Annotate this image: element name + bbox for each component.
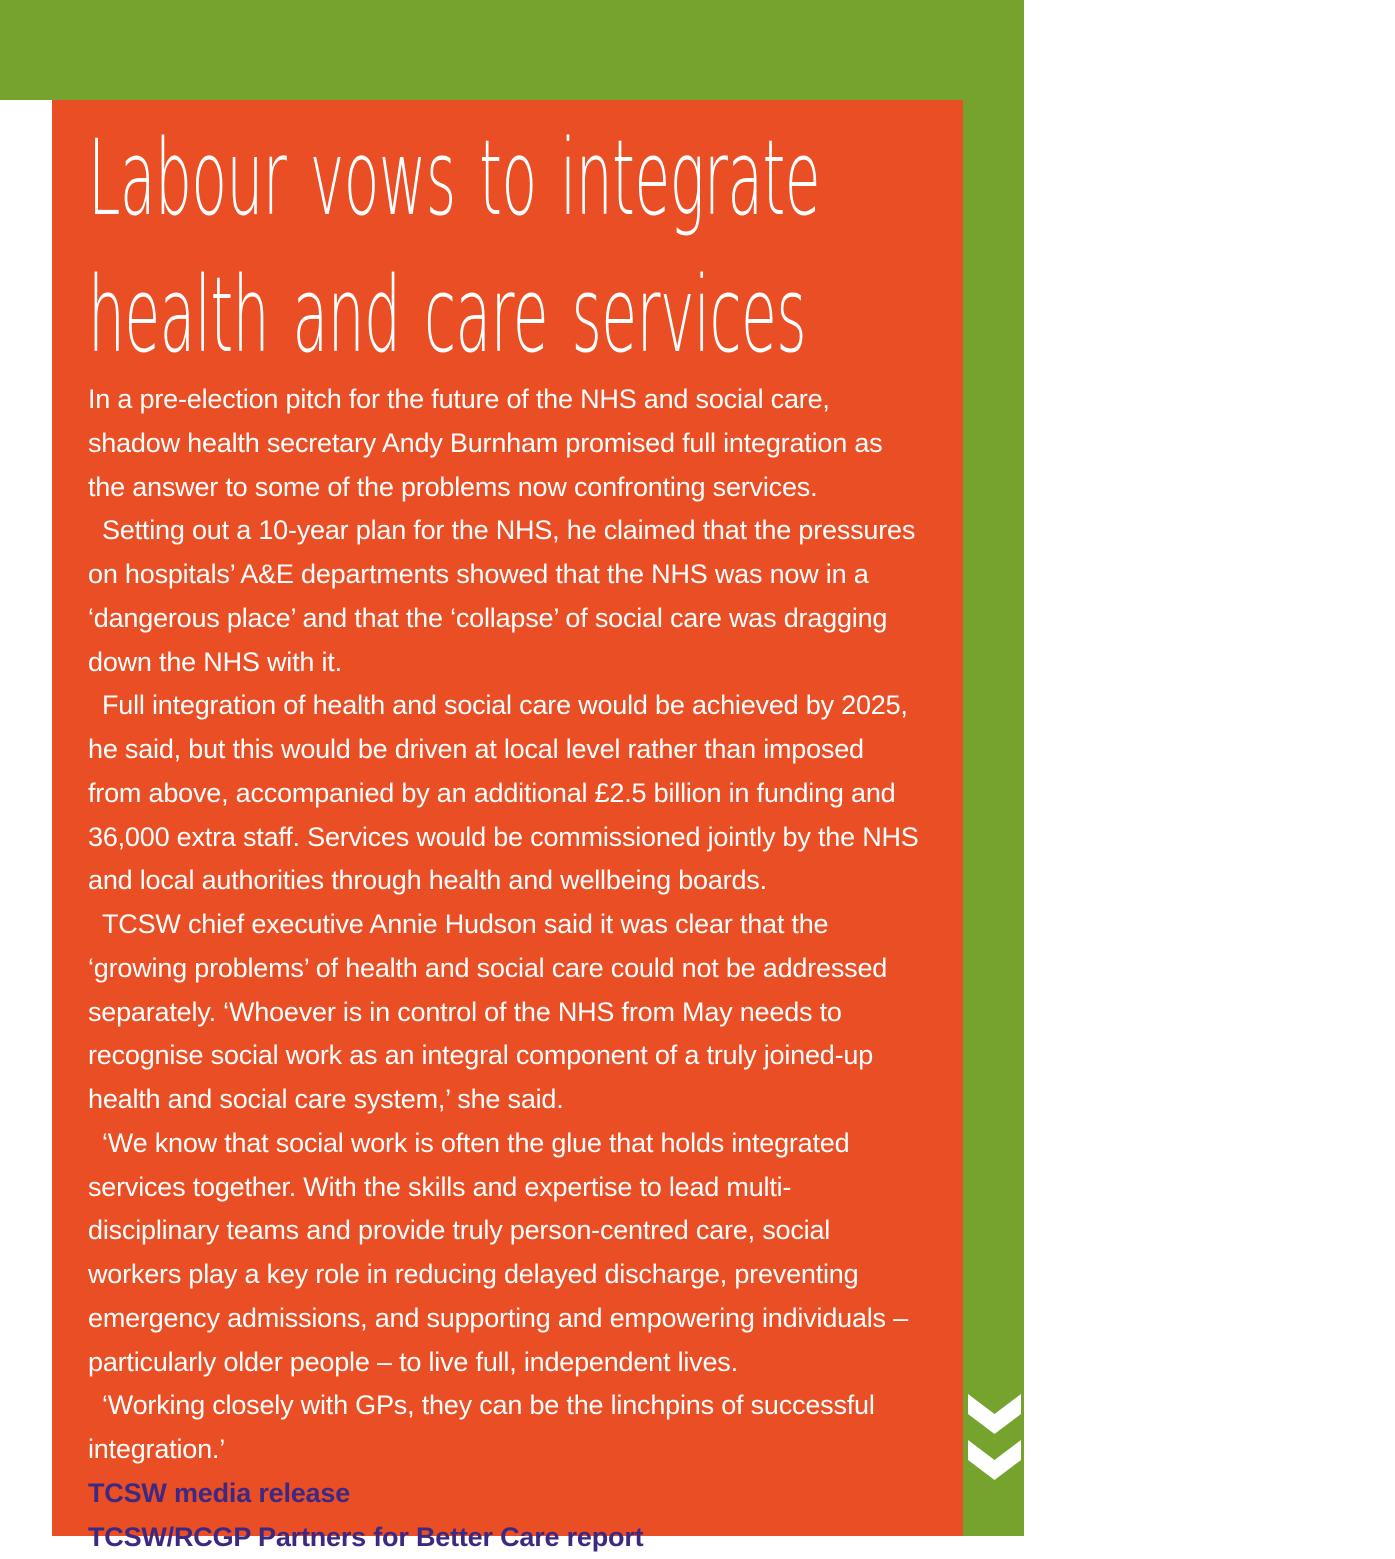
paragraph-line: ‘growing problems’ of health and social care could not be addressed [88, 947, 956, 991]
paragraph-line: recognise social work as an integral component of a truly joined-up [88, 1034, 956, 1078]
paragraph-line: the answer to some of the problems now confronting services. [88, 466, 956, 510]
paragraph-line: In a pre-election pitch for the future of the NHS and social care, [88, 378, 956, 422]
paragraph-line: 36,000 extra staff. Services would be commissioned jointly by the NHS [88, 816, 956, 860]
source-link-media-release[interactable]: TCSW media release [88, 1472, 956, 1516]
source-link-partners-report[interactable]: TCSW/RCGP Partners for Better Care report [88, 1516, 956, 1559]
paragraph-line: he said, but this would be driven at local level rather than imposed [88, 728, 956, 772]
paragraph-line: workers play a key role in reducing delayed discharge, preventing [88, 1253, 956, 1297]
chevron-down-icon [968, 1394, 1021, 1434]
article-title [88, 110, 1395, 384]
chevron-down-icon [968, 1440, 1021, 1480]
paragraph-line: Full integration of health and social care would be achieved by 2025, [88, 684, 956, 728]
paragraph-line: integration.’ [88, 1428, 956, 1472]
paragraph [88, 378, 956, 509]
paragraph-line: separately. ‘Whoever is in control of the NHS from May needs to [88, 991, 956, 1035]
left-white-strip [0, 100, 52, 1536]
paragraph-line: emergency admissions, and supporting and empowering individuals – [88, 1297, 956, 1341]
paragraph [88, 509, 956, 684]
paragraph-line: shadow health secretary Andy Burnham promised full integration as [88, 422, 956, 466]
article-panel [52, 100, 963, 1536]
paragraph-line: services together. With the skills and expertise to lead multi- [88, 1166, 956, 1210]
scroll-down-indicator[interactable] [968, 1394, 1021, 1484]
paragraph [88, 1384, 956, 1472]
paragraph [88, 684, 956, 903]
article-body [88, 378, 956, 1559]
paragraph-line: on hospitals’ A&E departments showed that the NHS was now in a [88, 553, 956, 597]
paragraph [88, 903, 956, 1122]
paragraph-line: disciplinary teams and provide truly person-centred care, social [88, 1209, 956, 1253]
top-green-band [0, 0, 1024, 100]
paragraph-line: from above, accompanied by an additional £2.5 billion in funding and [88, 772, 956, 816]
paragraph-line: Setting out a 10-year plan for the NHS, he claimed that the pressures [88, 509, 956, 553]
paragraph-line: and local authorities through health and wellbeing boards. [88, 859, 956, 903]
paragraph-line: ‘dangerous place’ and that the ‘collapse’ of social care was dragging [88, 597, 956, 641]
paragraph-line: ‘Working closely with GPs, they can be the linchpins of successful [88, 1384, 956, 1428]
paragraph-line: particularly older people – to live full, independent lives. [88, 1341, 956, 1385]
article-title-line-2: health and care services [88, 247, 820, 384]
paragraph-line: TCSW chief executive Annie Hudson said it was clear that the [88, 903, 956, 947]
paragraph-line: ‘We know that social work is often the glue that holds integrated [88, 1122, 956, 1166]
paragraph-line: down the NHS with it. [88, 641, 956, 685]
paragraph [88, 1122, 956, 1385]
paragraph-line: health and social care system,’ she said. [88, 1078, 956, 1122]
article-title-line-1: Labour vows to integrate [88, 110, 820, 247]
